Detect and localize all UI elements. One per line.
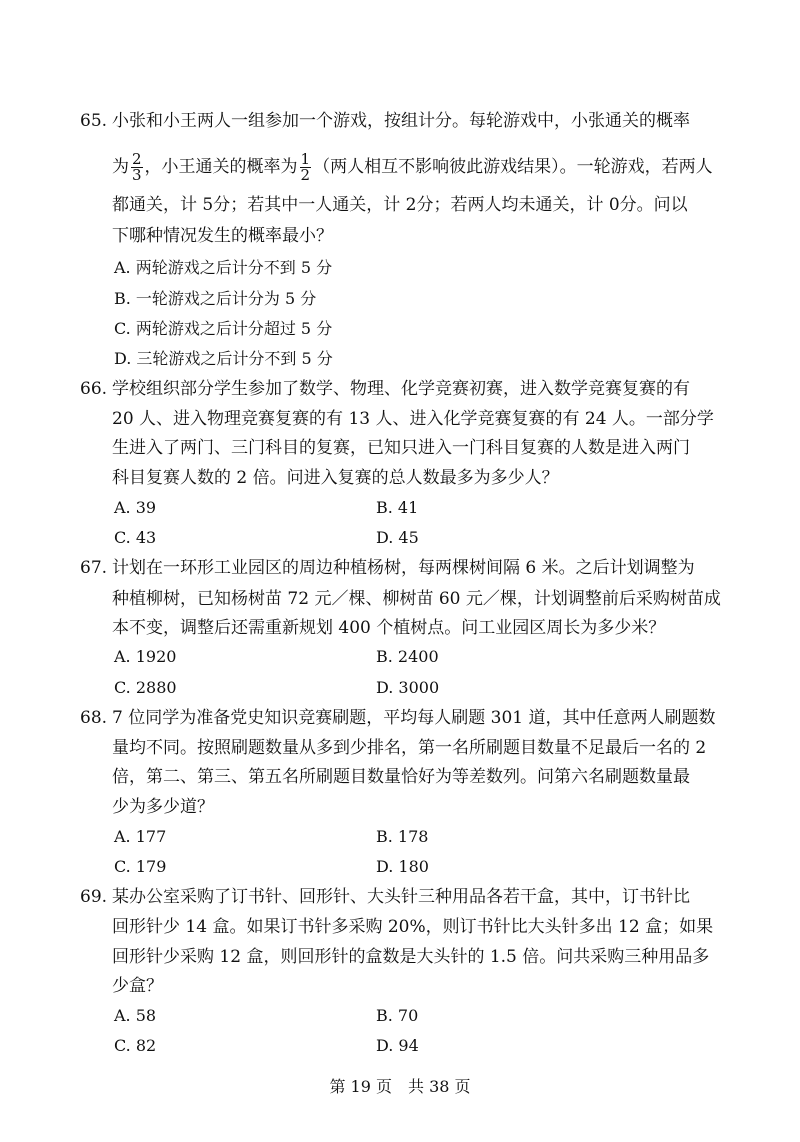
option-a[interactable]: A. 177: [114, 827, 167, 846]
option-c[interactable]: C. 两轮游戏之后计分超过 5 分: [114, 319, 333, 338]
fraction-denominator: 2: [300, 166, 311, 184]
option-b[interactable]: B. 70: [376, 1006, 419, 1025]
option-a[interactable]: A. 58: [114, 1006, 157, 1025]
question-number: 67.: [80, 558, 108, 578]
question-number: 68.: [80, 708, 108, 728]
option-b[interactable]: B. 2400: [376, 647, 439, 666]
option-d[interactable]: D. 三轮游戏之后计分不到 5 分: [114, 349, 333, 368]
option-d[interactable]: D. 45: [376, 528, 419, 547]
text-fragment: ，小王通关的概率为: [144, 157, 298, 177]
question-text-line: 少盒？: [112, 976, 163, 996]
question-text-line: 20 人、进入物理竞赛复赛的有 13 人、进入化学竞赛复赛的有 24 人。一部分学: [112, 409, 714, 429]
question-text-line: 少为多少道？: [112, 797, 214, 817]
fraction-one-half: [300, 152, 312, 183]
question-number: 66.: [80, 379, 108, 399]
option-a[interactable]: A. 1920: [114, 647, 177, 666]
option-c[interactable]: C. 179: [114, 857, 167, 876]
fraction-numerator: 1: [300, 150, 311, 168]
question-text-line: 科目复赛人数的 2 倍。问进入复赛的总人数最多为多少人？: [112, 468, 559, 488]
question-number: 69.: [80, 887, 108, 907]
question-text-line: [112, 152, 713, 183]
question-number: 65.: [80, 111, 108, 131]
question-text-line: 都通关，计 5分；若其中一人通关，计 2分；若两人均未通关，计 0分。问以: [112, 195, 688, 215]
option-a[interactable]: A. 39: [114, 498, 157, 517]
option-c[interactable]: C. 82: [114, 1036, 157, 1055]
question-text-line: 量均不同。按照刷题数量从多到少排名，第一名所刷题目数量不足最后一名的 2: [112, 738, 707, 758]
question-text-line: 本不变，调整后还需重新规划 400 个植树点。问工业园区周长为多少米？: [112, 618, 666, 638]
option-b[interactable]: B. 178: [376, 827, 429, 846]
option-c[interactable]: C. 2880: [114, 678, 177, 697]
question-text-line: 倍，第二、第三、第五名所刷题目数量恰好为等差数列。问第六名刷题数量最: [112, 767, 690, 787]
option-d[interactable]: D. 94: [376, 1036, 419, 1055]
question-text-line: 某办公室采购了订书针、回形针、大头针三种用品各若干盒，其中，订书针比: [112, 887, 690, 907]
question-text-line: 生进入了两门、三门科目的复赛，已知只进入一门科目复赛的人数是进入两门: [112, 438, 690, 458]
option-a[interactable]: A. 两轮游戏之后计分不到 5 分: [114, 258, 333, 277]
text-fragment: （两人相互不影响彼此游戏结果）。一轮游戏，若两人: [313, 157, 713, 177]
option-c[interactable]: C. 43: [114, 528, 157, 547]
fraction-numerator: 2: [132, 150, 142, 168]
option-d[interactable]: D. 180: [376, 857, 429, 876]
question-text-line: 下哪种情况发生的概率最小？: [112, 226, 333, 246]
question-text-line: 小张和小王两人一组参加一个游戏，按组计分。每轮游戏中，小张通关的概率: [112, 111, 690, 131]
question-text-line: 回形针少采购 12 盒，则回形针的盒数是大头针的 1.5 倍。问共采购三种用品多: [112, 947, 710, 967]
option-b[interactable]: B. 一轮游戏之后计分为 5 分: [114, 289, 317, 308]
fraction-two-thirds: [131, 152, 143, 183]
question-text-line: 回形针少 14 盒。如果订书针多采购 20%，则订书针比大头针多出 12 盒；如果: [112, 917, 714, 937]
question-text-line: 学校组织部分学生参加了数学、物理、化学竞赛初赛，进入数学竞赛复赛的有: [112, 379, 690, 399]
question-text-line: 计划在一环形工业园区的周边种植杨树，每两棵树间隔 6 米。之后计划调整为: [112, 558, 695, 578]
question-text-line: 种植柳树，已知杨树苗 72 元／棵、柳树苗 60 元／棵，计划调整前后采购树苗成: [112, 589, 721, 609]
option-d[interactable]: D. 3000: [376, 678, 440, 697]
option-b[interactable]: B. 41: [376, 498, 419, 517]
page-footer: 第 19 页 共 38 页: [329, 1077, 471, 1096]
question-text-line: 7 位同学为准备党史知识竞赛刷题，平均每人刷题 301 道，其中任意两人刷题数: [112, 708, 716, 728]
text-fragment: 为: [112, 157, 129, 177]
fraction-denominator: 3: [132, 166, 142, 184]
